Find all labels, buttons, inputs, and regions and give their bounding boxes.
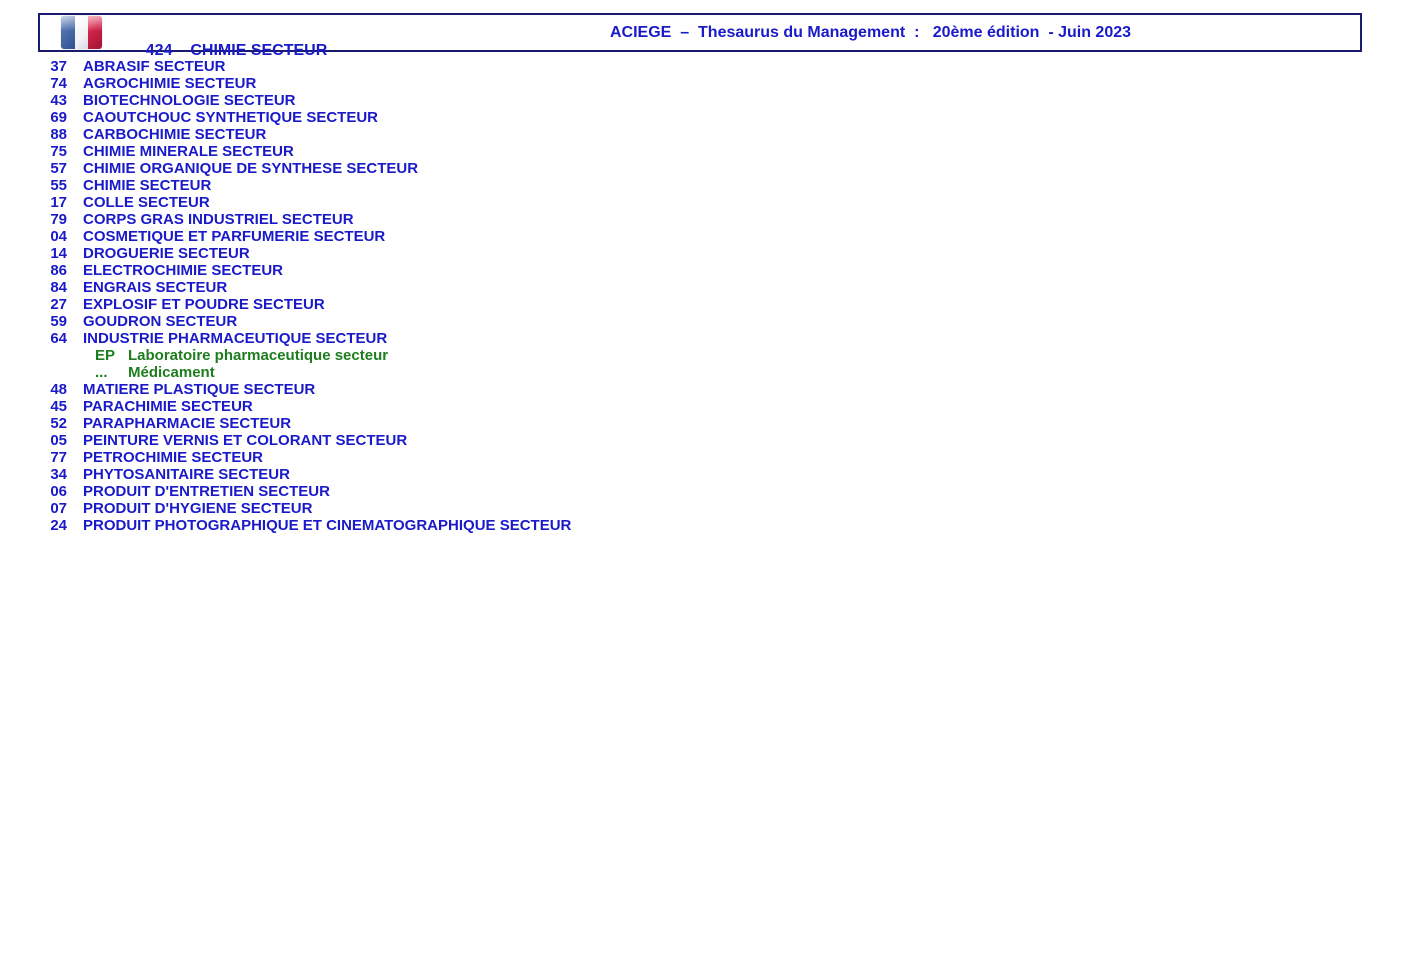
term-number: 86 <box>50 262 67 279</box>
term-row <box>0 415 1410 432</box>
term-list <box>0 58 1410 534</box>
term-row <box>0 398 1410 415</box>
term-row <box>0 228 1410 245</box>
term-number: 74 <box>50 75 67 92</box>
term-label: CHIMIE SECTEUR <box>83 177 212 194</box>
term-row <box>0 296 1410 313</box>
term-label: ENGRAIS SECTEUR <box>83 279 228 296</box>
term-number: 69 <box>50 109 67 126</box>
term-label: BIOTECHNOLOGIE SECTEUR <box>83 92 296 109</box>
term-row <box>0 109 1410 126</box>
page-header <box>38 13 1362 59</box>
flag-blue-stripe <box>61 16 75 49</box>
term-number: 43 <box>50 92 67 109</box>
term-row <box>0 279 1410 296</box>
term-row <box>0 381 1410 398</box>
term-number: 17 <box>50 194 67 211</box>
related-term-row <box>0 347 1410 364</box>
term-label: PRODUIT PHOTOGRAPHIQUE ET CINEMATOGRAPHIQUE SECTEUR <box>83 517 572 534</box>
term-number: 77 <box>50 449 67 466</box>
flag-red-stripe <box>88 16 102 49</box>
term-label: PARACHIMIE SECTEUR <box>83 398 253 415</box>
term-number: 37 <box>50 58 67 75</box>
term-label: ABRASIF SECTEUR <box>83 58 226 75</box>
related-term-row <box>0 364 1410 381</box>
relation-tag: EP <box>95 347 116 364</box>
term-number: 79 <box>50 211 67 228</box>
term-label: AGROCHIMIE SECTEUR <box>83 75 257 92</box>
term-row <box>0 262 1410 279</box>
section-title: CHIMIE SECTEUR <box>190 42 328 59</box>
section-code: 424 <box>145 42 173 59</box>
term-row <box>0 58 1410 75</box>
relation-tag: ... <box>95 364 108 381</box>
term-label: COSMETIQUE ET PARFUMERIE SECTEUR <box>83 228 386 245</box>
term-label: CORPS GRAS INDUSTRIEL SECTEUR <box>83 211 354 228</box>
term-number: 48 <box>50 381 67 398</box>
term-row <box>0 517 1410 534</box>
term-label: CAOUTCHOUC SYNTHETIQUE SECTEUR <box>83 109 379 126</box>
term-number: 59 <box>50 313 67 330</box>
term-label: DROGUERIE SECTEUR <box>83 245 250 262</box>
term-label: MATIERE PLASTIQUE SECTEUR <box>83 381 316 398</box>
term-row <box>0 160 1410 177</box>
term-label: INDUSTRIE PHARMACEUTIQUE SECTEUR <box>83 330 388 347</box>
term-label: EXPLOSIF ET POUDRE SECTEUR <box>83 296 325 313</box>
term-label: CARBOCHIMIE SECTEUR <box>83 126 267 143</box>
flag-white-stripe <box>75 16 89 49</box>
term-label: ELECTROCHIMIE SECTEUR <box>83 262 284 279</box>
term-row <box>0 245 1410 262</box>
term-row <box>0 313 1410 330</box>
term-number: 24 <box>50 517 67 534</box>
term-label: COLLE SECTEUR <box>83 194 210 211</box>
related-term-label: Médicament <box>128 364 215 381</box>
term-label: PRODUIT D'ENTRETIEN SECTEUR <box>83 483 330 500</box>
term-number: 34 <box>50 466 67 483</box>
term-row <box>0 483 1410 500</box>
term-label: GOUDRON SECTEUR <box>83 313 238 330</box>
term-row <box>0 500 1410 517</box>
term-number: 55 <box>50 177 67 194</box>
term-number: 14 <box>50 245 67 262</box>
term-row <box>0 466 1410 483</box>
term-number: 45 <box>50 398 67 415</box>
term-label: PETROCHIMIE SECTEUR <box>83 449 264 466</box>
term-row <box>0 92 1410 109</box>
term-row <box>0 330 1410 347</box>
term-number: 27 <box>50 296 67 313</box>
term-label: PEINTURE VERNIS ET COLORANT SECTEUR <box>83 432 408 449</box>
term-row <box>0 432 1410 449</box>
edition-title: ACIEGE – Thesaurus du Management : 20ème édition - Juin 2023 <box>610 24 1132 41</box>
term-row <box>0 75 1410 92</box>
term-number: 57 <box>50 160 67 177</box>
term-row <box>0 143 1410 160</box>
term-number: 04 <box>50 228 67 245</box>
term-label: CHIMIE MINERALE SECTEUR <box>83 143 294 160</box>
term-number: 84 <box>50 279 67 296</box>
term-row <box>0 449 1410 466</box>
term-label: PARAPHARMACIE SECTEUR <box>83 415 292 432</box>
term-number: 07 <box>50 500 67 517</box>
french-flag-icon <box>61 16 102 49</box>
term-label: PHYTOSANITAIRE SECTEUR <box>83 466 290 483</box>
term-row <box>0 194 1410 211</box>
term-row <box>0 177 1410 194</box>
term-number: 64 <box>50 330 67 347</box>
term-number: 75 <box>50 143 67 160</box>
term-number: 06 <box>50 483 67 500</box>
related-term-label: Laboratoire pharmaceutique secteur <box>128 347 389 364</box>
term-row <box>0 211 1410 228</box>
term-label: CHIMIE ORGANIQUE DE SYNTHESE SECTEUR <box>83 160 419 177</box>
term-label: PRODUIT D'HYGIENE SECTEUR <box>83 500 313 517</box>
term-number: 52 <box>50 415 67 432</box>
term-number: 88 <box>50 126 67 143</box>
term-number: 05 <box>50 432 67 449</box>
term-row <box>0 126 1410 143</box>
